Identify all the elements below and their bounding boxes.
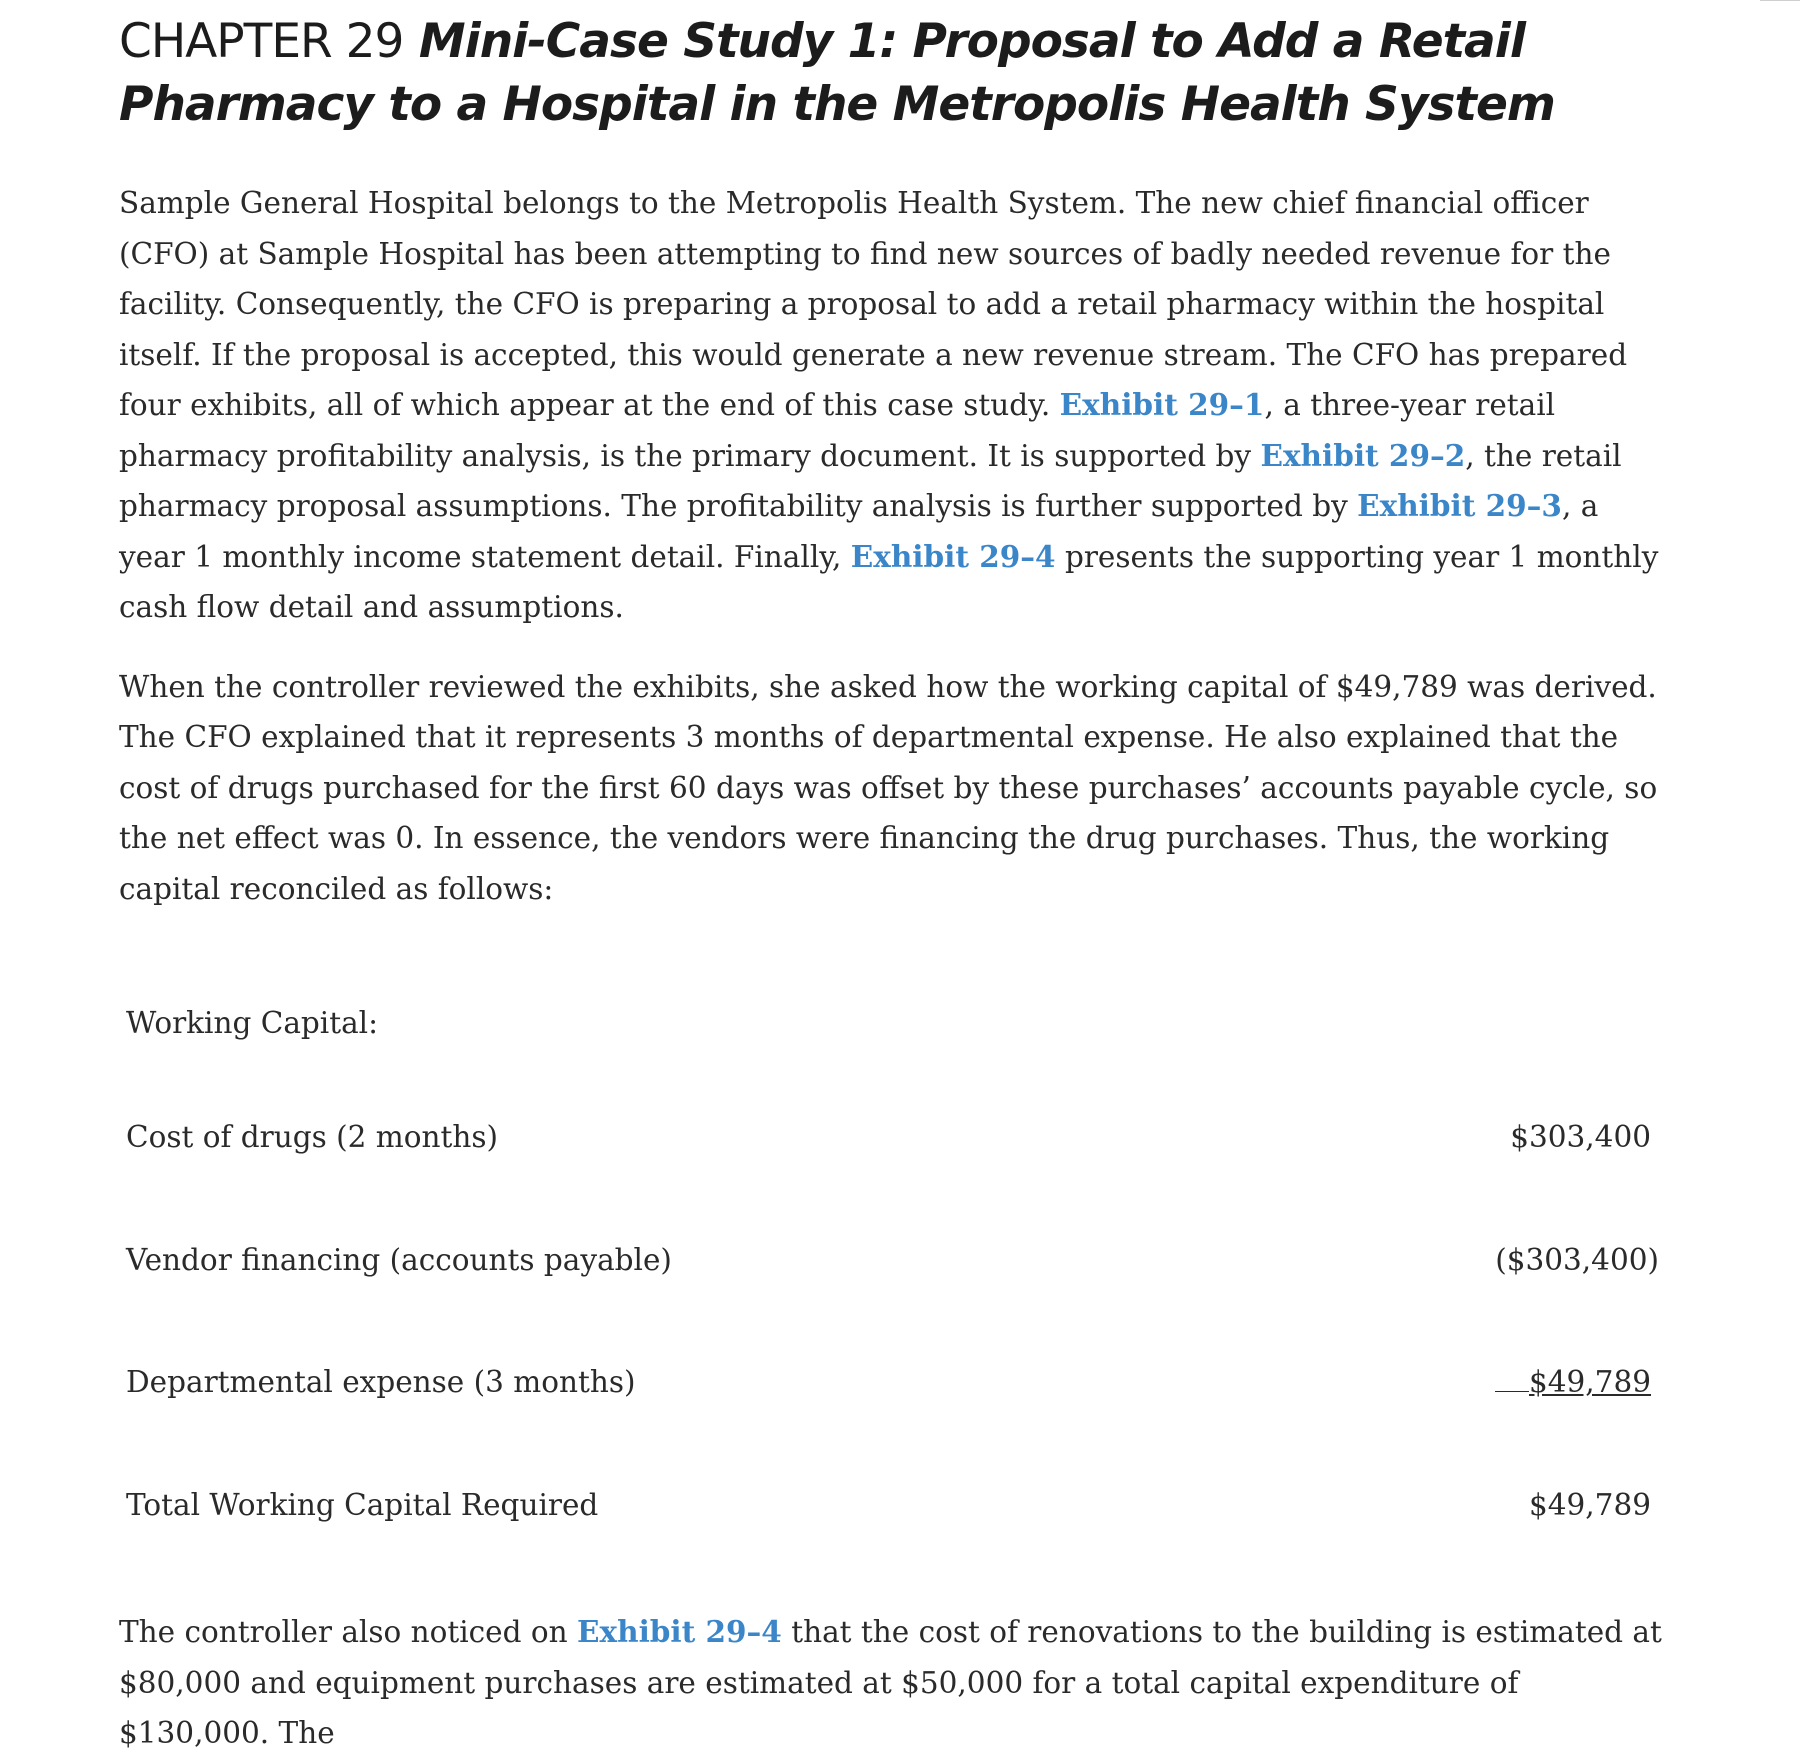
intro-text-1: Sample General Hospital belongs to the Metropolis Health System. The new chief financial officer (CFO) at Sample Hospital has been attempting to find new sources of badly needed revenue for the facility. Consequently, the CFO is preparing a proposal to add a retail pharmacy within the hospital itself. If the proposal is accepted, this would generate a new revenue stream. The CFO has prepared four exhibits, all of which appear at the end of this case study. bbox=[119, 186, 1628, 422]
intro-text-3: , the retail pharmacy proposal assumptions. The profitability analysis is further supported by bbox=[119, 438, 1622, 523]
chapter-title bbox=[119, 10, 1664, 136]
working-capital-table bbox=[119, 1006, 1659, 1566]
renovation-paragraph bbox=[119, 1607, 1664, 1759]
underline-pad bbox=[1495, 1391, 1529, 1392]
intro-text-2: , a three-year retail pharmacy profitability analysis, is the primary document. It is supported by bbox=[119, 388, 1556, 473]
table-row-total bbox=[119, 1444, 1659, 1567]
intro-paragraph bbox=[119, 178, 1664, 633]
exhibit-29-2-link[interactable]: Exhibit 29–2 bbox=[1260, 437, 1466, 473]
row-amount: ($303,400) bbox=[1495, 1242, 1659, 1277]
row-amount-underlined bbox=[1351, 1365, 1659, 1399]
intro-text-4: , a year 1 monthly income statement detail. Finally, bbox=[119, 489, 1599, 574]
renovation-text-2: that the cost of renovations to the building is estimated at $80,000 and equipment purchases are estimated at $50,000 for a total capital expenditure of $130,000. The bbox=[119, 1615, 1662, 1750]
chapter-label: CHAPTER 29 bbox=[119, 14, 404, 69]
table-row bbox=[119, 1199, 1659, 1322]
renovation-text-1: The controller also noticed on bbox=[119, 1615, 578, 1649]
row-amount: $49,789 bbox=[1529, 1487, 1651, 1522]
row-amount: $303,400 bbox=[1510, 1120, 1651, 1155]
exhibit-29-4-link[interactable]: Exhibit 29–4 bbox=[577, 1614, 782, 1649]
row-amount-value: $49,789 bbox=[1529, 1365, 1651, 1400]
document-page bbox=[119, 0, 1664, 1759]
intro-text-5: presents the supporting year 1 monthly cash flow detail and assumptions. bbox=[119, 539, 1659, 624]
working-capital-heading-row bbox=[119, 1006, 1659, 1076]
exhibit-29-1-link[interactable]: Exhibit 29–1 bbox=[1059, 387, 1265, 422]
table-row bbox=[119, 1321, 1659, 1444]
page-corner-mark bbox=[1760, 0, 1800, 5]
chapter-name: Mini-Case Study 1: Proposal to Add a Retail Pharmacy to a Hospital in the Metropolis Health System bbox=[119, 14, 1555, 132]
working-capital-heading: Working Capital: bbox=[126, 1006, 379, 1040]
row-label: Vendor financing (accounts payable) bbox=[126, 1242, 672, 1277]
exhibit-29-3-link[interactable]: Exhibit 29–3 bbox=[1357, 488, 1562, 523]
row-label: Departmental expense (3 months) bbox=[126, 1365, 636, 1400]
exhibit-29-4-link[interactable]: Exhibit 29–4 bbox=[850, 538, 1056, 574]
table-row bbox=[119, 1076, 1659, 1199]
row-label: Cost of drugs (2 months) bbox=[126, 1120, 499, 1155]
row-label: Total Working Capital Required bbox=[126, 1487, 599, 1522]
controller-paragraph: When the controller reviewed the exhibits, she asked how the working capital of $49,789 was derived. The CFO explained that it represents 3 months of departmental expense. He also explained that the cost of drugs purchased for the first 60 days was offset by these purchases’ accounts payable cycle, so the net effect was 0. In essence, the vendors were financing the drug purchases. Thus, the working capital reconciled as follows: bbox=[119, 669, 1658, 906]
